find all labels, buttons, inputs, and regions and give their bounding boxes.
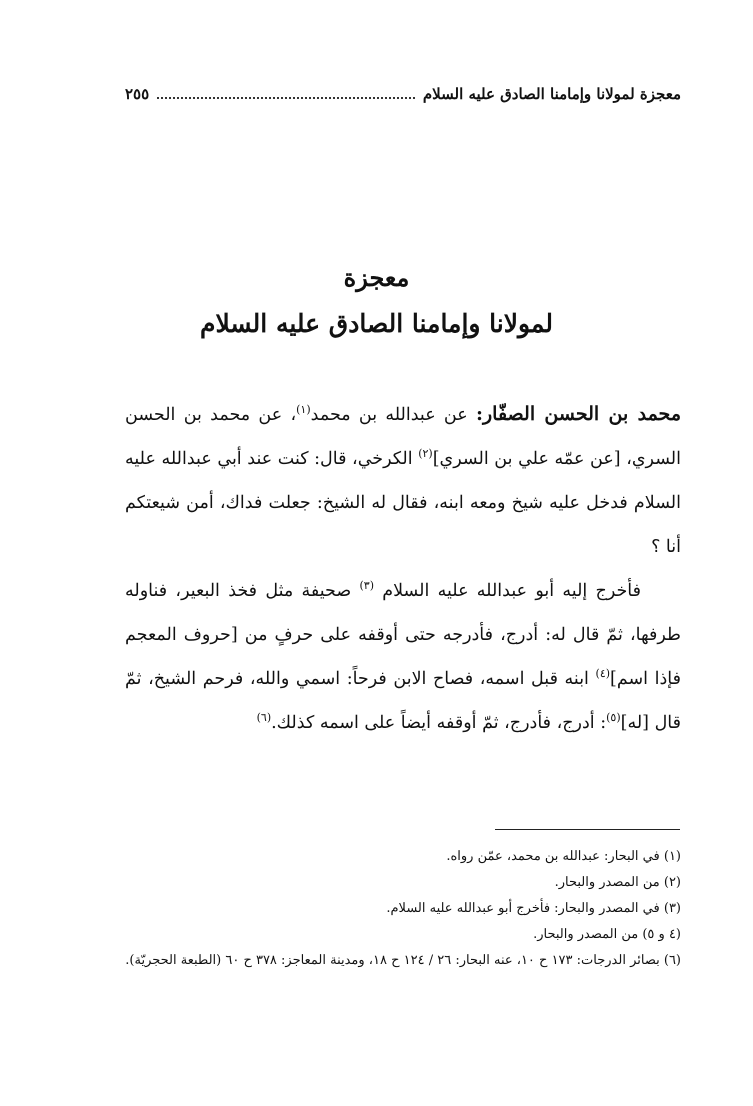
paragraph-1 bbox=[125, 392, 681, 569]
page-number: ٢٥٥ bbox=[125, 85, 150, 103]
chapter-subtitle: لمولانا وإمامنا الصادق عليه السلام bbox=[199, 309, 553, 338]
footnotes bbox=[125, 844, 681, 974]
text-run: ، عن محمد بن الحسن السري، [عن عمّه علي بن السري] bbox=[125, 405, 682, 469]
narrator-lead: محمد بن الحسن الصفّار: bbox=[475, 403, 681, 425]
paragraph-2 bbox=[125, 569, 681, 745]
footnote-ref: (٥) bbox=[606, 711, 621, 725]
running-header bbox=[125, 80, 681, 108]
footnote-item: (١) في البحار: عبدالله بن محمد، عمّن رواه. bbox=[446, 849, 681, 864]
footnote-item: (٤ و ٥) من المصدر والبحار. bbox=[533, 927, 681, 942]
text-run: الكرخي، قال: كنت عند أبي عبدالله عليه السلام فدخل عليه شيخ ومعه ابنه، فقال له الشيخ: جعلت فداك، أمن شيعتكم أنا ؟ bbox=[125, 449, 681, 557]
text-run: فأخرج إليه أبو عبدالله عليه السلام bbox=[373, 581, 642, 601]
footnote-item: (٢) من المصدر والبحار. bbox=[554, 875, 681, 890]
footnote-ref: (٤) bbox=[595, 667, 611, 681]
text-run: صحيفة مثل فخذ البعير، فناوله طرفها، ثمّ قال له: أدرج، فأدرجه حتى أوقفه على حرفٍ من [حروف المعجم فإذا اسم] bbox=[125, 581, 681, 689]
footnote-item: (٦) بصائر الدرجات: ١٧٣ ح ١٠، عنه البحار: ٢٦ / ١٢٤ ح ١٨، ومدينة المعاجز: ٣٧٨ ح ٦٠ (الطبعة الحجريّة). bbox=[125, 953, 681, 968]
chapter-title-block bbox=[80, 258, 673, 344]
footnote-item: (٣) في المصدر والبحار: فأخرج أبو عبدالله عليه السلام. bbox=[386, 901, 681, 916]
main-text bbox=[125, 392, 681, 745]
footnote-ref: (٢) bbox=[418, 447, 433, 461]
running-header-title: معجزة لمولانا وإمامنا الصادق عليه السلام bbox=[422, 85, 681, 103]
footnote-ref: (٦) bbox=[256, 711, 272, 725]
dot-leader bbox=[157, 97, 415, 99]
chapter-title: معجزة bbox=[343, 263, 410, 292]
text-run: عن عبدالله بن محمد bbox=[310, 405, 476, 425]
text-run: : أدرج، فأدرج، ثمّ أوقفه أيضاً على اسمه كذلك. bbox=[271, 713, 607, 733]
footnote-ref: (٣) bbox=[359, 579, 374, 593]
footnote-separator bbox=[495, 829, 680, 830]
text-run: ابنه قبل اسمه، فصاح الابن فرحاً: اسمي والله، فرحم الشيخ، ثمّ قال [له] bbox=[125, 669, 681, 733]
footnote-ref: (١) bbox=[296, 403, 311, 417]
